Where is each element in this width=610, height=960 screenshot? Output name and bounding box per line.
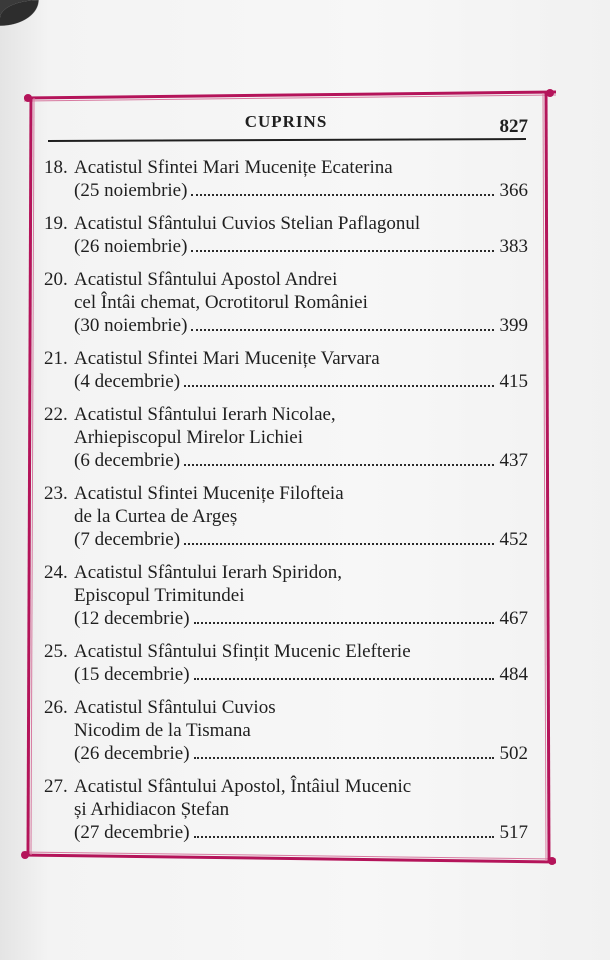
toc-entry (44, 347, 528, 393)
toc-title-line (44, 268, 528, 291)
entry-page-number: 484 (499, 664, 528, 685)
dot-leader (194, 622, 494, 624)
entry-title-text: Acatistul Sfântului Apostol Andrei (74, 269, 338, 290)
entry-title-text: Acatistul Sfântului Cuvios (74, 697, 276, 718)
entry-date: (25 noiembrie) (74, 180, 188, 201)
toc-date-line (44, 179, 528, 202)
entry-page-number: 467 (499, 608, 528, 629)
toc-entry (44, 212, 528, 258)
toc-date-line (44, 314, 528, 337)
entry-number: 25. (44, 641, 68, 662)
toc-title-line (44, 719, 528, 742)
entry-title-text: Acatistul Sfintei Mucenițe Filofteia (74, 483, 344, 504)
toc-title-line (44, 561, 528, 584)
corner-ornament-tr (546, 89, 554, 97)
entry-page-number: 517 (499, 822, 528, 843)
entry-title-text: Acatistul Sfântului Ierarh Nicolae, (74, 404, 336, 425)
entry-page-number: 399 (499, 315, 528, 336)
dot-leader (184, 385, 493, 387)
corner-ornament-br (548, 857, 556, 865)
frame-top-line (24, 92, 556, 98)
entry-number: 22. (44, 404, 68, 425)
toc-date-line (44, 528, 528, 551)
entry-number: 23. (44, 483, 68, 504)
toc-title-line (44, 640, 528, 663)
frame-right-line (546, 93, 549, 861)
dot-leader (191, 250, 493, 252)
toc-date-line (44, 821, 528, 844)
toc-date-line (44, 663, 528, 686)
toc-title-line (44, 212, 528, 235)
toc-title-line (44, 584, 528, 607)
toc-title-line (44, 426, 528, 449)
entry-title-text: Acatistul Sfintei Mari Mucenițe Varvara (74, 348, 380, 369)
entry-date: (27 decembrie) (74, 822, 190, 843)
entry-title-text: Nicodim de la Tismana (74, 720, 251, 741)
toc-title-line (44, 291, 528, 314)
toc-date-line (44, 449, 528, 472)
entry-number: 27. (44, 776, 68, 797)
toc-entry (44, 268, 528, 337)
dot-leader (194, 678, 494, 680)
entry-page-number: 452 (499, 529, 528, 550)
frame-left-line (28, 98, 31, 855)
toc-entry (44, 561, 528, 630)
toc-entry (44, 696, 528, 765)
entry-date: (6 decembrie) (74, 450, 181, 471)
dot-leader (184, 543, 493, 545)
toc-entry (44, 403, 528, 472)
entry-page-number: 415 (499, 371, 528, 392)
entry-date: (30 noiembrie) (74, 315, 188, 336)
toc-title-line (44, 798, 528, 821)
toc-date-line (44, 607, 528, 630)
entry-number: 20. (44, 269, 68, 290)
toc-date-line (44, 235, 528, 258)
dot-leader (191, 194, 493, 196)
dot-leader (191, 329, 493, 331)
entry-number: 21. (44, 348, 68, 369)
dot-leader (184, 464, 493, 466)
entry-page-number: 502 (499, 743, 528, 764)
entry-date: (4 decembrie) (74, 371, 181, 392)
entry-title-text: Arhiepiscopul Mirelor Lichiei (74, 427, 303, 448)
toc-title-line (44, 347, 528, 370)
toc-title-line (44, 775, 528, 798)
toc-date-line (44, 742, 528, 765)
entry-title-text: Acatistul Sfântului Cuvios Stelian Paflagonul (74, 213, 421, 234)
entry-title-text: cel Întâi chemat, Ocrotitorul României (74, 292, 368, 313)
corner-ornament-tl (24, 94, 32, 102)
entry-title-text: Acatistul Sfintei Mari Mucenițe Ecaterina (74, 157, 393, 178)
toc-title-line (44, 505, 528, 528)
toc-title-line (44, 696, 528, 719)
corner-ornament-bl (21, 851, 29, 859)
toc-title-line (44, 403, 528, 426)
running-header (44, 104, 528, 144)
toc-title-line (44, 482, 528, 505)
toc-entry (44, 775, 528, 844)
toc-entry (44, 482, 528, 551)
frame-bottom-line (22, 855, 556, 862)
entry-number: 18. (44, 157, 68, 178)
entry-title-text: Acatistul Sfântului Ierarh Spiridon, (74, 562, 343, 583)
header-title: CUPRINS (244, 112, 328, 131)
entry-page-number: 366 (499, 180, 528, 201)
entry-page-number: 437 (499, 450, 528, 471)
entry-title-text: Acatistul Sfântului Apostol, Întâiul Mucenic (74, 776, 412, 797)
entry-date: (7 decembrie) (74, 529, 181, 550)
entry-title-text: Episcopul Trimitundei (74, 585, 245, 606)
page-number: 827 (499, 116, 528, 137)
entry-title-text: Acatistul Sfântului Sfințit Mucenic Elefterie (74, 641, 411, 662)
toc-date-line (44, 370, 528, 393)
entry-number: 26. (44, 697, 68, 718)
entry-title-text: și Arhidiacon Ștefan (74, 799, 230, 820)
entry-number: 19. (44, 213, 68, 234)
dot-leader (194, 836, 494, 838)
toc-entry (44, 640, 528, 686)
entry-date: (12 decembrie) (74, 608, 190, 629)
entry-date: (15 decembrie) (74, 664, 190, 685)
toc-title-line (44, 156, 528, 179)
entry-title-text: de la Curtea de Argeș (74, 506, 238, 527)
entry-date: (26 noiembrie) (74, 236, 188, 257)
toc-entry (44, 156, 528, 202)
entry-date: (26 decembrie) (74, 743, 190, 764)
table-of-contents (44, 156, 528, 854)
dot-leader (194, 757, 494, 759)
entry-page-number: 383 (499, 236, 528, 257)
entry-number: 24. (44, 562, 68, 583)
